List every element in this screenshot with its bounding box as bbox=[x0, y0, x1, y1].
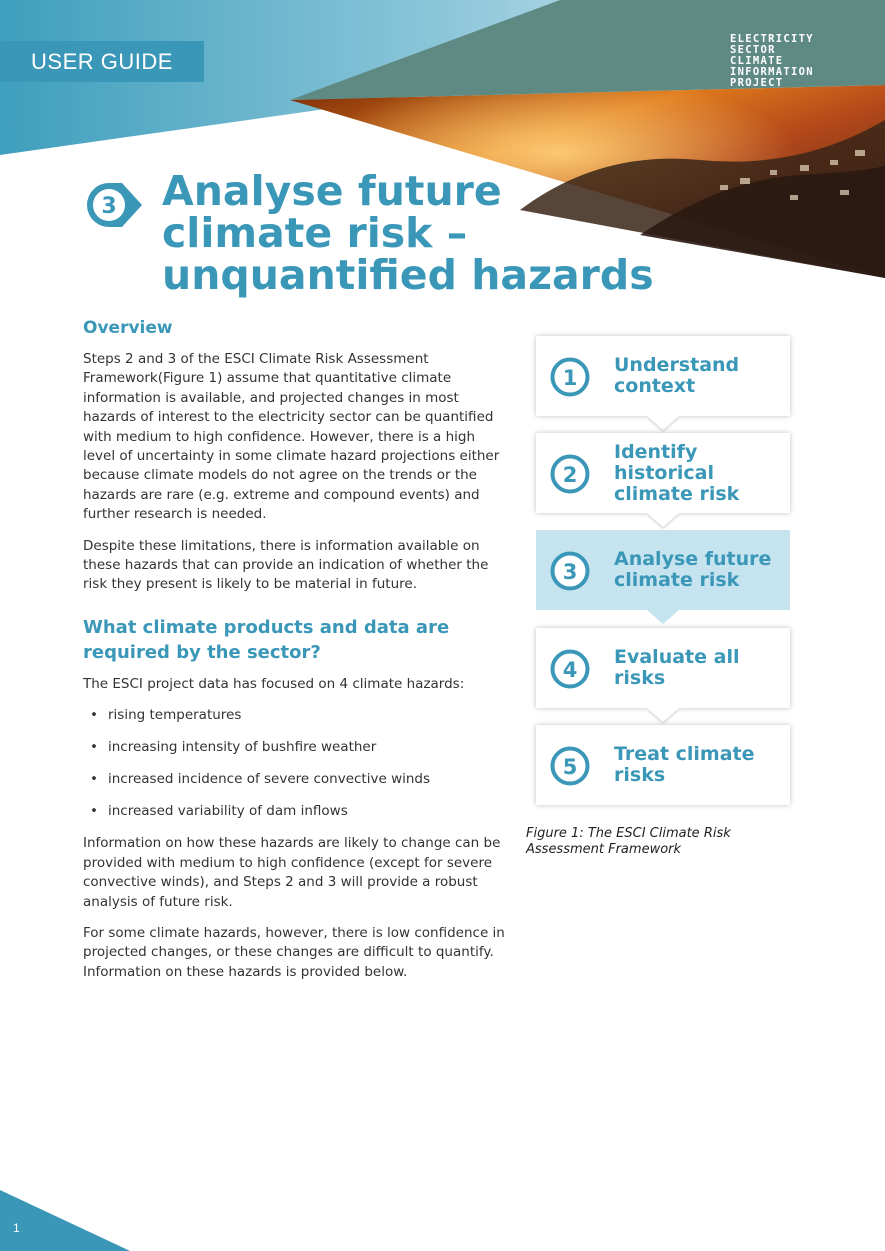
svg-text:1: 1 bbox=[562, 366, 578, 390]
section-label: USER GUIDE bbox=[0, 41, 204, 82]
list-item: • increasing intensity of bushfire weather bbox=[83, 738, 508, 757]
step-label: Identify historical climate risk bbox=[614, 440, 740, 505]
overview-paragraph-1: Steps 2 and 3 of the ESCI Climate Risk Assessment Framework(Figure 1) assume that quantitative climate information is available, and projected changes in most hazards of interest to the electricity sector can be quantified with medium to high confidence. However, there is a high level of uncertainty in some climate hazard projections either because climate models do not agree on the trends or the hazards are rare (e.g. extreme and compound events) and further research is needed. bbox=[83, 351, 500, 523]
products-paragraph-1: Information on how these hazards are likely to change can be provided with medium to high confidence (except for severe convective winds), and Steps 2 and 3 will provide a robust analysis of future risk. bbox=[83, 835, 501, 910]
step-badge-icon bbox=[84, 180, 146, 230]
step-label: Evaluate all risks bbox=[614, 646, 740, 689]
framework-step-1 bbox=[536, 336, 790, 416]
framework-step-4 bbox=[536, 628, 790, 708]
svg-text:5: 5 bbox=[562, 755, 578, 779]
step-number-icon bbox=[550, 357, 590, 397]
svg-text:3: 3 bbox=[562, 560, 578, 584]
products-intro: The ESCI project data has focused on 4 climate hazards: bbox=[83, 675, 465, 692]
framework-step-2 bbox=[536, 433, 790, 513]
svg-text:2: 2 bbox=[562, 463, 578, 487]
page-number: 1 bbox=[13, 1221, 20, 1235]
hazard-list bbox=[83, 706, 508, 821]
svg-text:4: 4 bbox=[562, 658, 578, 682]
step-label: Understand context bbox=[614, 354, 740, 397]
framework-step-3 bbox=[536, 530, 790, 610]
list-item: • increased incidence of severe convective winds bbox=[83, 770, 508, 789]
step-number-icon bbox=[550, 649, 590, 689]
products-paragraph-2: For some climate hazards, however, there is low confidence in projected changes, or these changes are difficult to quantify. Information on these hazards is provided below. bbox=[83, 924, 505, 980]
svg-text:3: 3 bbox=[101, 194, 117, 219]
page-title: Analyse future climate risk – unquantified hazards bbox=[162, 167, 654, 299]
main-content bbox=[83, 318, 508, 994]
figure-caption: Figure 1: The ESCI Climate Risk Assessment Framework bbox=[526, 826, 731, 857]
step-number-icon bbox=[550, 551, 590, 591]
overview-paragraph-2: Despite these limitations, there is information available on these hazards that can provide an indication of whether the risk they present is likely to be material in future. bbox=[83, 537, 489, 593]
step-label: Analyse future climate risk bbox=[614, 548, 772, 591]
framework-step-5 bbox=[536, 725, 790, 805]
esci-logo: ELECTRICITY SECTOR CLIMATE INFORMATION PROJECT bbox=[730, 33, 814, 89]
step-label: Treat climate risks bbox=[614, 743, 755, 786]
list-item: • rising temperatures bbox=[83, 706, 508, 725]
step-number-icon bbox=[550, 454, 590, 494]
framework-figure bbox=[526, 332, 796, 822]
list-item: • increased variability of dam inflows bbox=[83, 802, 508, 821]
step-number-icon bbox=[550, 746, 590, 786]
overview-heading: Overview bbox=[83, 318, 173, 338]
products-heading: What climate products and data are required by the sector? bbox=[83, 616, 450, 663]
